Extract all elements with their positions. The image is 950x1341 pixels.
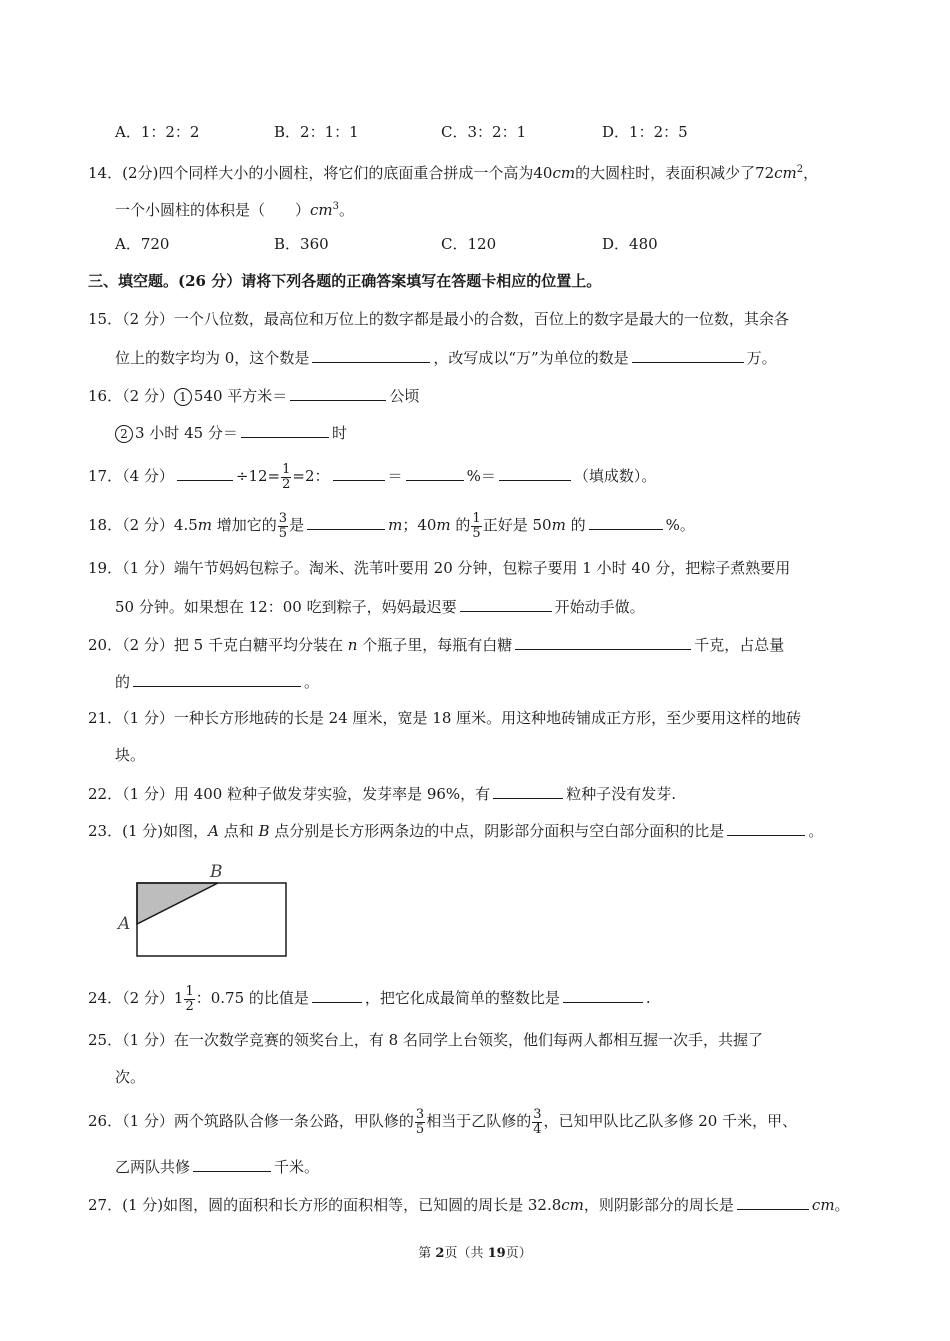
section3-title: 三、填空题。(26 分）请将下列各题的正确答案填写在答题卡相应的位置上。 [88, 272, 602, 290]
q17-blank1[interactable] [177, 464, 233, 481]
q15-line2: 位上的数字均为 0，这个数是 ，改写成以“万”为单位的数是 万。 [115, 346, 777, 368]
q15-blank2[interactable] [632, 346, 744, 363]
q19-line1: 19．（1 分）端午节妈妈包粽子。淘米、洗苇叶要用 20 分钟，包粽子要用 1 小时 40 分，把粽子煮熟要用 [88, 559, 791, 577]
q23-label-b: B [210, 862, 223, 882]
q14-option-d: D．480 [602, 235, 658, 253]
q21-line2: 块。 [115, 746, 146, 764]
q15-line1: 15．（2 分）一个八位数，最高位和万位上的数字都是最小的合数，百位上的数字是最大的一位数，其余各 [88, 310, 789, 328]
circle-number-2: 2 [115, 425, 133, 443]
page-footer: 第 2页（共 19页） [418, 1246, 532, 1261]
q25-line2: 次。 [115, 1068, 146, 1086]
q24-line: 24．（2 分）1 $\frac{1}{2}$ ：0.75 的比值是 ，把它化成最简单的整数比是 . [88, 983, 651, 1014]
q18-line: 18．（2 分）4.5m 增加它的 $\frac{3}{5}$ 是 m；40m 的 $\frac{1}{5}$ 正好是 50m 的 %。 [88, 510, 695, 541]
q19-line2: 50 分钟。如果想在 12：00 吃到粽子，妈妈最迟要 开始动手做。 [115, 595, 645, 617]
q26-blank[interactable] [193, 1155, 271, 1172]
q16-blank1[interactable] [290, 384, 386, 401]
q23-line: 23．(1 分)如图，A 点和 B 点分别是长方形两条边的中点，阴影部分面积与空白部分面积的比是 。 [88, 819, 823, 841]
q20-blank2[interactable] [133, 670, 301, 687]
q18-fraction2: $\frac{1}{5}$ [472, 510, 481, 541]
current-page-number: 2 [435, 1246, 445, 1261]
q17-blank4[interactable] [499, 464, 571, 481]
q14-option-c: C．120 [441, 235, 497, 253]
q23-label-a: A [118, 914, 131, 934]
q25-line1: 25．（1 分）在一次数学竞赛的领奖台上，有 8 名同学上台领奖，他们每两人都相互握一次手，共握了 [88, 1031, 763, 1049]
q23-blank[interactable] [727, 819, 805, 836]
q18-fraction1: $\frac{3}{5}$ [278, 510, 288, 541]
q24-blank2[interactable] [563, 986, 643, 1003]
q22-blank[interactable] [493, 782, 563, 799]
q18-blank2[interactable] [589, 513, 663, 530]
q13-option-d: D．1：2：5 [602, 123, 688, 141]
q27-blank[interactable] [737, 1193, 809, 1210]
q26-line1: 26．（1 分）两个筑路队合修一条公路，甲队修的 $\frac{3}{5}$ 相当于乙队修的 $\frac{3}{4}$ ，已知甲队比乙队多修 20 千米，甲、 [88, 1106, 798, 1137]
q23-rectangle-figure [110, 855, 292, 961]
q20-blank1[interactable] [515, 633, 691, 650]
q17-blank3[interactable] [406, 464, 464, 481]
q22-line: 22．（1 分）用 400 粒种子做发芽实验，发芽率是 96%，有 粒种子没有发芽. [88, 782, 676, 804]
q26-fraction1: $\frac{3}{5}$ [415, 1106, 425, 1137]
q13-option-b: B．2：1：1 [274, 123, 359, 141]
q15-blank1[interactable] [312, 346, 430, 363]
q16-blank2[interactable] [241, 421, 329, 438]
q13-option-a: A．1：2：2 [115, 123, 200, 141]
q19-blank[interactable] [460, 595, 552, 612]
q14-option-a: A．720 [115, 235, 170, 253]
q21-line1: 21．（1 分）一种长方形地砖的长是 24 厘米，宽是 18 厘米。用这种地砖铺成正方形，至少要用这样的地砖 [88, 709, 802, 727]
circle-number-1: 1 [174, 388, 192, 406]
q26-line2: 乙两队共修 千米。 [115, 1155, 319, 1177]
q27-line: 27．(1 分)如图，圆的面积和长方形的面积相等，已知圆的周长是 32.8cm，则阴影部分的周长是 cm。 [88, 1193, 850, 1215]
q20-line2: 的 。 [115, 670, 319, 692]
q16-line1: 16．（2 分） 1 540 平方米＝ 公顷 [88, 384, 419, 406]
q17-line: 17．（4 分） ÷12= $\frac{1}{2}$ =2： ＝ %＝ （填成数）。 [88, 461, 657, 492]
total-page-number: 19 [487, 1246, 506, 1261]
q17-blank2[interactable] [333, 464, 385, 481]
q24-blank1[interactable] [312, 986, 362, 1003]
q23-shaded-triangle [137, 883, 218, 924]
q14-line2: 一个小圆柱的体积是（ ）$cm^3$。 [115, 201, 355, 219]
q13-option-c: C．3：2：1 [441, 123, 527, 141]
q16-line2: 2 3 小时 45 分＝ 时 [115, 421, 347, 443]
q14-option-b: B．360 [274, 235, 329, 253]
q14-line1: 14．(2分)四个同样大小的小圆柱，将它们的底面重合拼成一个高为40cm的大圆柱时，表面积减少了$72cm^2$， [88, 164, 819, 182]
q24-fraction: $\frac{1}{2}$ [185, 983, 194, 1014]
q18-blank1[interactable] [307, 513, 385, 530]
q20-line1: 20．（2 分）把 5 千克白糖平均分装在 n 个瓶子里，每瓶有白糖 千克，占总量 [88, 633, 784, 655]
q26-fraction2: $\frac{3}{4}$ [533, 1106, 542, 1137]
q17-fraction: $\frac{1}{2}$ [282, 461, 291, 492]
